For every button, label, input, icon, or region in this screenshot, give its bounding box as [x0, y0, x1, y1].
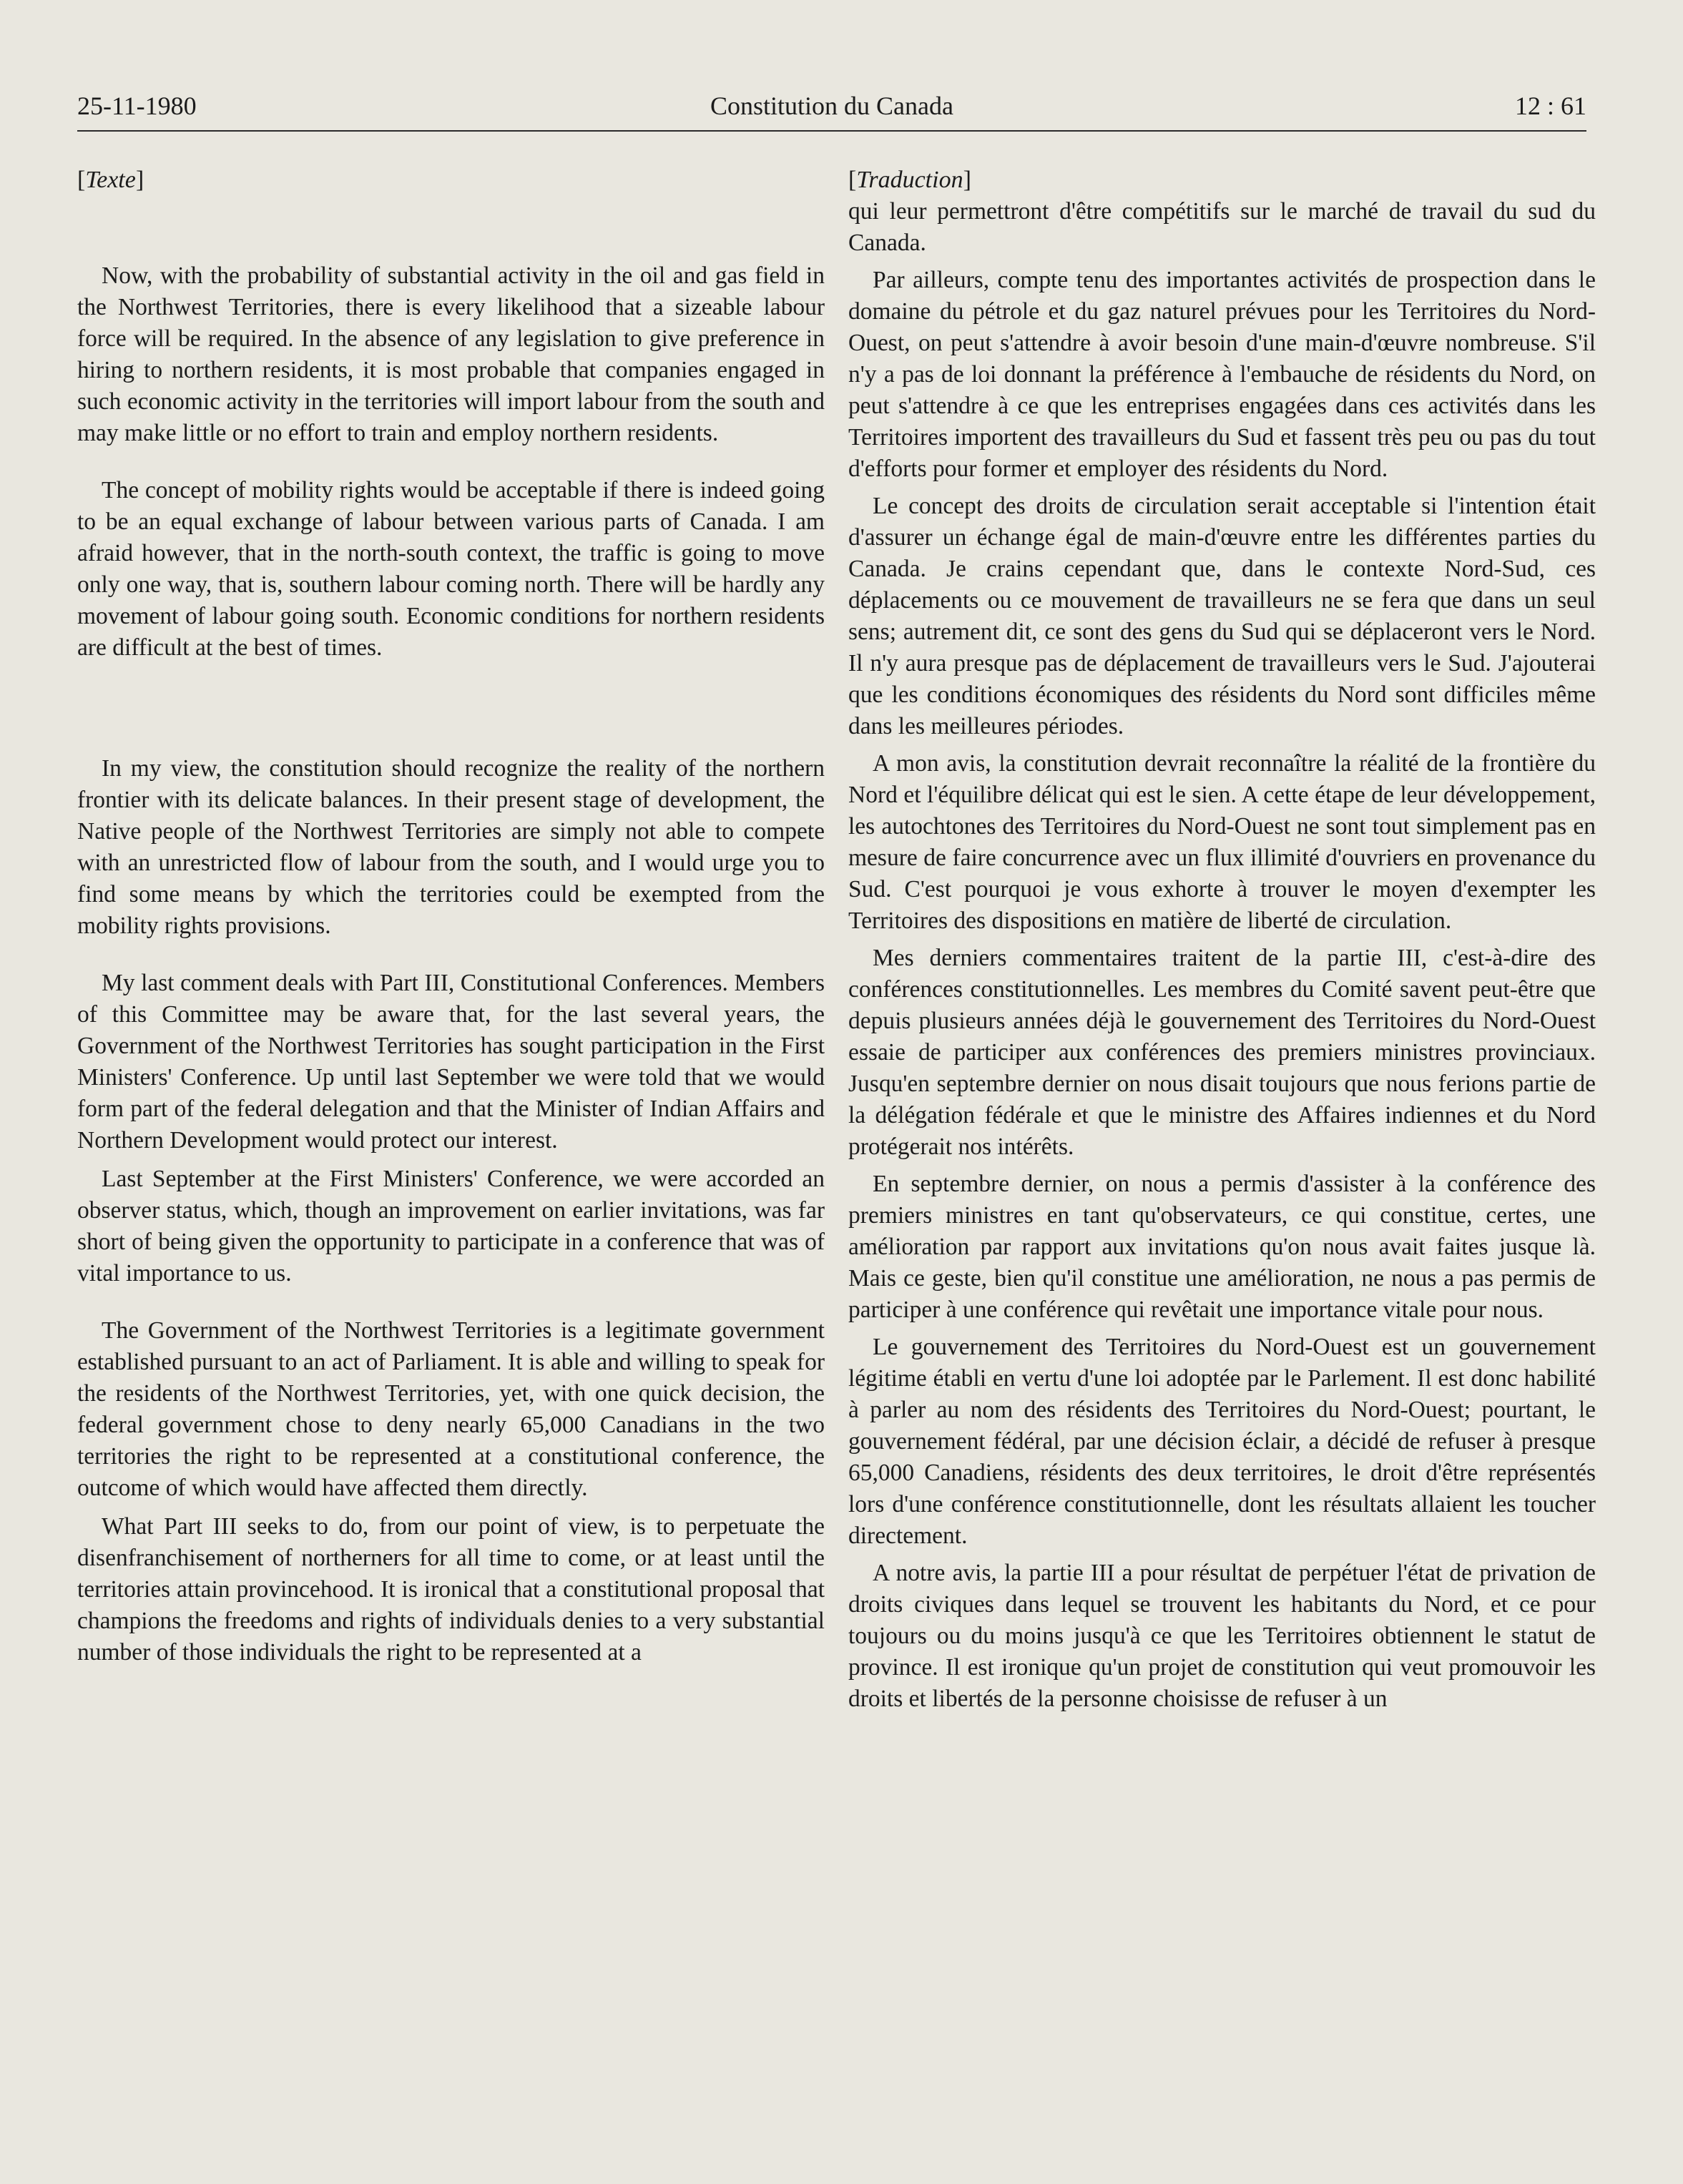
paragraph: Now, with the probability of substantial activity in the oil and gas field in the Northwest Territories, there is every likelihood that a sizeable labour force will be required. In the absence of any legislation to give preference in hiring to northern residents, it is most probable that companies engaged in such economic activity in the territories will import labour from the south and may make little or no effort to train and employ northern residents.: [77, 262, 825, 446]
paragraph: Le concept des droits de circulation serait acceptable si l'intention était d'assurer un échange égal de main-d'œuvre entre les différentes parties du Canada. Je crains cependant que, dans le contexte Nord-Sud, ces déplacements ou ce mouvement de travailleurs ne se fera que dans un seul sens; autrement dit, ce sont des gens du Sud qui se déplaceront vers le Nord. Il n'y aura presque pas de déplacement de travailleurs vers le Sud. J'ajouterai que les conditions économiques des résidents du Nord sont difficiles même dans les meilleures périodes.: [848, 493, 1596, 739]
paragraph: The concept of mobility rights would be acceptable if there is indeed going to be an equal exchange of labour between various parts of Canada. I am afraid however, that in the north-south context, the traffic is going to move only one way, that is, southern labour coming north. There will be hardly any movement of labour going south. Economic conditions for northern residents are difficult at the best of times.: [77, 477, 825, 661]
paragraph: What Part III seeks to do, from our point of view, is to perpetuate the disenfranchisement of northerners for all time to come, or at least until the territories attain provincehood. It is ironical that a constitutional proposal that champions the freedoms and rights of individuals denies to a very substantial number of those individuals the right to be represented at a: [77, 1513, 825, 1666]
header-title: Constitution du Canada: [710, 92, 953, 120]
paragraph: In my view, the constitution should recognize the reality of the northern frontier with its delicate balances. In their present stage of development, the Native people of the Northwest Territories are simply not able to compete with an unrestricted flow of labour from the south, and I would urge you to find some means by which the territories could be exempted from the mobility rights provisions.: [77, 755, 825, 939]
running-header: [77, 90, 1586, 132]
paragraph: qui leur permettront d'être compétitifs sur le marché de travail du sud du Canada.: [848, 198, 1596, 256]
paragraph: Le gouvernement des Territoires du Nord-Ouest est un gouvernement légitime établi en vertu d'une loi adoptée par le Parlement. Il est donc habilité à parler au nom des résidents des Territoires du Nord-Ouest; pourtant, le gouvernement fédéral, par une décision éclair, a décidé de refuser à presque 65,000 Canadiens, résidents des deux territoires, le droit d'être représentés lors d'une conférence constitutionnelle, dont les résultats allaient les toucher directement.: [848, 1334, 1596, 1549]
header-date: 25-11-1980: [77, 92, 197, 120]
paragraph: Mes derniers commentaires traitent de la partie III, c'est-à-dire des conférences constitutionnelles. Les membres du Comité savent peut-être que depuis plusieurs années déjà le gouvernement des Territoires du Nord-Ouest essaie de participer aux conférences des premiers ministres provinciaux. Jusqu'en septembre dernier on nous disait toujours que nous ferions partie de la délégation fédérale et que le ministre des Affaires indiennes et du Nord protégerait nos intérêts.: [848, 945, 1596, 1160]
paragraph: My last comment deals with Part III, Constitutional Conferences. Members of this Committee may be aware that, for the last several years, the Government of the Northwest Territories has sought participation in the First Ministers' Conference. Up until last September we were told that we would form part of the federal delegation and that the Minister of Indian Affairs and Northern Development would protect our interest.: [77, 970, 825, 1154]
paragraph: Par ailleurs, compte tenu des importantes activités de prospection dans le domaine du pétrole et du gaz naturel prévues pour les Territoires du Nord-Ouest, on peut s'attendre à avoir besoin d'une main-d'œuvre nombreuse. S'il n'y a pas de loi donnant la préférence à l'embauche de résidents du Nord, on peut s'attendre à ce que les entreprises engagées dans ces activités dans les Territoires importent des travailleurs du Sud et fassent très peu ou pas du tout d'efforts pour former et employer des résidents du Nord.: [848, 267, 1596, 482]
column-label-traduction: [Traduction]: [848, 167, 971, 193]
paragraph: A mon avis, la constitution devrait reconnaître la réalité de la frontière du Nord et l'équilibre délicat qui est le sien. A cette étape de leur développement, les autochtones des Territoires du Nord-Ouest ne sont tout simplement pas en mesure de faire concurrence avec un flux illimité d'ouvriers en provenance du Sud. C'est pourquoi je vous exhorte à trouver le moyen d'exempter les Territoires des dispositions en matière de liberté de circulation.: [848, 750, 1596, 934]
english-column: [77, 164, 825, 1668]
header-page-number: 12 : 61: [1514, 92, 1586, 120]
paragraph: The Government of the Northwest Territories is a legitimate government established pursuant to an act of Parliament. It is able and willing to speak for the residents of the Northwest Territories, yet, with one quick decision, the federal government chose to deny nearly 65,000 Canadians in the two territories the right to be represented at a constitutional conference, the outcome of which would have affected them directly.: [77, 1317, 825, 1501]
paragraph: A notre avis, la partie III a pour résultat de perpétuer l'état de privation de droits civiques dans lequel se trouvent les habitants du Nord, et ce pour toujours ou du moins jusqu'à ce que les Territoires obtiennent le statut de province. Il est ironique qu'un projet de constitution qui veut promouvoir les droits et libertés de la personne choisisse de refuser à un: [848, 1560, 1596, 1712]
paragraph: En septembre dernier, on nous a permis d'assister à la conférence des premiers ministres en tant qu'observateurs, ce qui constitue, certes, une amélioration par rapport aux invitations qu'on nous avait faites jusque là. Mais ce geste, bien qu'il constitue une amélioration, ne nous a pas permis de participer à une conférence qui revêtait une importance vitale pour nous.: [848, 1171, 1596, 1323]
column-label-texte: [Texte]: [77, 167, 144, 193]
paragraph: Last September at the First Ministers' Conference, we were accorded an observer status, which, though an improvement on earlier invitations, was far short of being given the opportunity to participate in a conference that was of vital importance to us.: [77, 1166, 825, 1287]
french-column: [848, 164, 1596, 1715]
